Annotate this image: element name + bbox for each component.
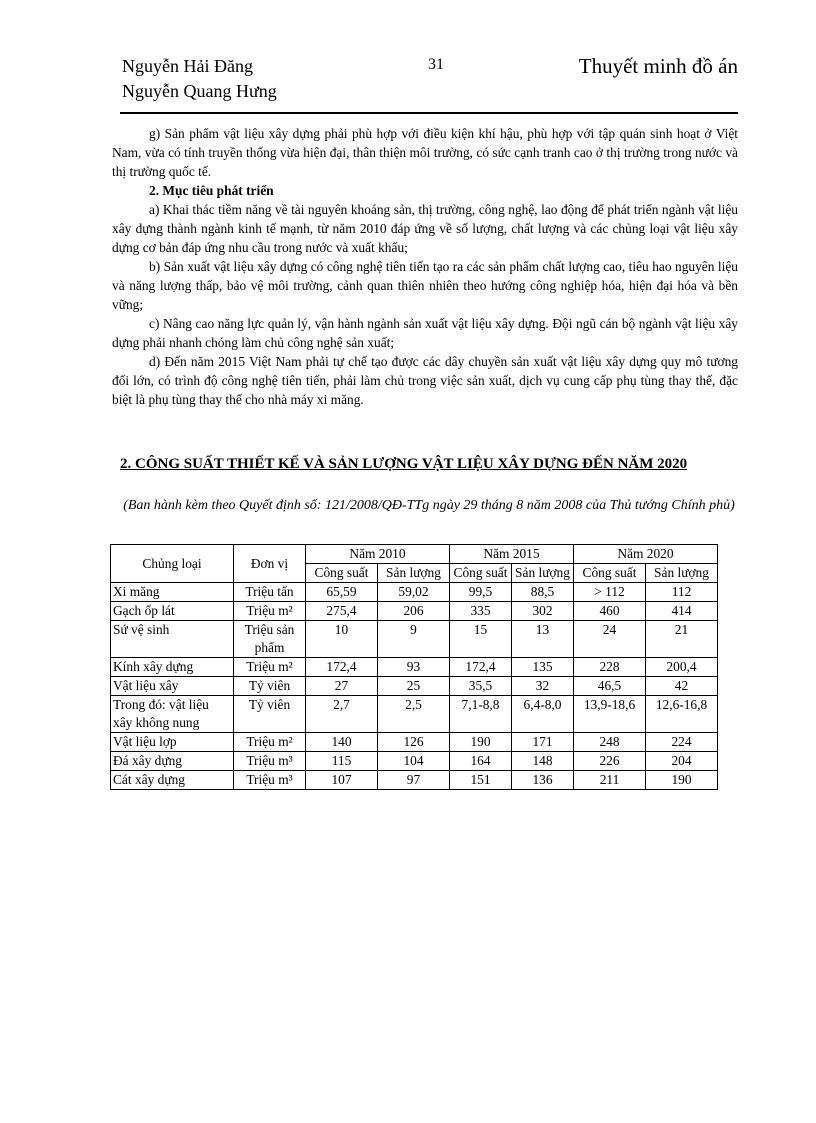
material-name: Gạch ốp lát xyxy=(111,602,234,621)
value-cell: 46,5 xyxy=(574,677,646,696)
paragraph: d) Đến năm 2015 Việt Nam phải tự chế tạo được các dây chuyền sản xuất vật liệu xây dựng quy mô tương đối lớn, có trình độ công nghệ tiên tiến, phải làm chủ trong việc sản xuất, dịch vụ cung cấp phụ tùng thay thế, đặc biệt là phụ tùng thay thế cho nhà máy xi măng. xyxy=(112,354,738,407)
material-name: Kính xây dựng xyxy=(111,658,234,677)
value-cell: 164 xyxy=(450,752,512,771)
value-cell: 211 xyxy=(574,771,646,790)
value-cell: 190 xyxy=(646,771,718,790)
paragraph: a) Khai thác tiềm năng về tài nguyên khoáng sản, thị trường, công nghệ, lao động để phát triển ngành vật liệu xây dựng thành ngành kinh tế mạnh, từ năm 2010 đáp ứng về số lượng, chất lượng và các chủng loại vật liệu xây dựng cơ bản đáp ứng nhu cầu trong nước và xuất khẩu; xyxy=(112,202,738,255)
unit-cell: Triệu m² xyxy=(234,733,306,752)
value-cell: 172,4 xyxy=(450,658,512,677)
material-name: Vật liệu lợp xyxy=(111,733,234,752)
table-row xyxy=(111,733,718,752)
value-cell: 42 xyxy=(646,677,718,696)
value-cell: 107 xyxy=(306,771,378,790)
author-name: Nguyễn Quang Hưng xyxy=(122,81,277,101)
value-cell: 140 xyxy=(306,733,378,752)
material-name: Sứ vệ sinh xyxy=(111,621,234,658)
sub-header: Sản lượng xyxy=(646,564,718,583)
document-title: Thuyết minh đồ án xyxy=(578,54,738,78)
sub-header: Công suất xyxy=(574,564,646,583)
page-header xyxy=(122,54,738,112)
table-row xyxy=(111,602,718,621)
value-cell: > 112 xyxy=(574,583,646,602)
unit-cell: Triệu tấn xyxy=(234,583,306,602)
page-number: 31 xyxy=(428,56,444,73)
unit-cell: Triệu m³ xyxy=(234,771,306,790)
value-cell: 21 xyxy=(646,621,718,658)
value-cell: 104 xyxy=(378,752,450,771)
value-cell: 59,02 xyxy=(378,583,450,602)
value-cell: 97 xyxy=(378,771,450,790)
material-name: Cát xây dựng xyxy=(111,771,234,790)
unit-cell: Triệu sản phẩm xyxy=(234,621,306,658)
section-title: 2. CÔNG SUẤT THIẾT KẾ VÀ SẢN LƯỢNG VẬT LIỆU XÂY DỰNG ĐẾN NĂM 2020 xyxy=(120,456,688,472)
year-header: Năm 2020 xyxy=(574,545,718,564)
table-row xyxy=(111,752,718,771)
material-name: Trong đó: vật liệu xây không nung xyxy=(111,696,234,733)
unit-cell: Triệu m² xyxy=(234,658,306,677)
value-cell: 7,1-8,8 xyxy=(450,696,512,733)
value-cell: 172,4 xyxy=(306,658,378,677)
value-cell: 414 xyxy=(646,602,718,621)
data-table xyxy=(110,544,718,790)
unit-cell: Tỷ viên xyxy=(234,696,306,733)
table-row xyxy=(111,771,718,790)
sub-header: Sản lượng xyxy=(378,564,450,583)
value-cell: 93 xyxy=(378,658,450,677)
value-cell: 27 xyxy=(306,677,378,696)
value-cell: 13 xyxy=(512,621,574,658)
value-cell: 32 xyxy=(512,677,574,696)
paragraph: b) Sản xuất vật liệu xây dựng có công nghệ tiên tiến tạo ra các sản phẩm chất lượng cao, tiêu hao nguyên liệu và năng lượng thấp, bảo vệ môi trường, cảnh quan thiên nhiên theo hướng công nghiệp hóa, hiện đại hóa và bền vững; xyxy=(112,259,738,312)
table-row xyxy=(111,696,718,733)
value-cell: 148 xyxy=(512,752,574,771)
value-cell: 88,5 xyxy=(512,583,574,602)
value-cell: 10 xyxy=(306,621,378,658)
year-header: Năm 2015 xyxy=(450,545,574,564)
value-cell: 200,4 xyxy=(646,658,718,677)
value-cell: 275,4 xyxy=(306,602,378,621)
header-cell: Đơn vị xyxy=(234,545,306,583)
table-row xyxy=(111,621,718,658)
material-name: Đá xây dựng xyxy=(111,752,234,771)
unit-cell: Triệu m³ xyxy=(234,752,306,771)
unit-cell: Tỷ viên xyxy=(234,677,306,696)
value-cell: 112 xyxy=(646,583,718,602)
value-cell: 6,4-8,0 xyxy=(512,696,574,733)
paragraph: c) Nâng cao năng lực quản lý, vận hành ngành sản xuất vật liệu xây dựng. Đội ngũ cán bộ ngành vật liệu xây dựng phải nhanh chóng làm chủ công nghệ sản xuất; xyxy=(112,316,738,350)
value-cell: 15 xyxy=(450,621,512,658)
value-cell: 9 xyxy=(378,621,450,658)
value-cell: 226 xyxy=(574,752,646,771)
table-row xyxy=(111,658,718,677)
table-header-row xyxy=(111,545,718,564)
value-cell: 460 xyxy=(574,602,646,621)
value-cell: 136 xyxy=(512,771,574,790)
value-cell: 25 xyxy=(378,677,450,696)
unit-cell: Triệu m² xyxy=(234,602,306,621)
table-caption: (Ban hành kèm theo Quyết định số: 121/2008/QĐ-TTg ngày 29 tháng 8 năm 2008 của Thủ tướng Chính phủ) xyxy=(123,498,735,513)
sub-header: Sản lượng xyxy=(512,564,574,583)
author-name: Nguyễn Hải Đăng xyxy=(122,56,253,76)
value-cell: 302 xyxy=(512,602,574,621)
value-cell: 224 xyxy=(646,733,718,752)
value-cell: 248 xyxy=(574,733,646,752)
header-rule xyxy=(120,112,738,114)
value-cell: 2,5 xyxy=(378,696,450,733)
value-cell: 126 xyxy=(378,733,450,752)
value-cell: 171 xyxy=(512,733,574,752)
value-cell: 151 xyxy=(450,771,512,790)
year-header: Năm 2010 xyxy=(306,545,450,564)
sub-header: Công suất xyxy=(450,564,512,583)
sub-header: Công suất xyxy=(306,564,378,583)
value-cell: 206 xyxy=(378,602,450,621)
value-cell: 99,5 xyxy=(450,583,512,602)
body-text xyxy=(112,124,738,409)
value-cell: 12,6-16,8 xyxy=(646,696,718,733)
value-cell: 13,9-18,6 xyxy=(574,696,646,733)
value-cell: 190 xyxy=(450,733,512,752)
table-row xyxy=(111,677,718,696)
material-name: Vật liệu xây xyxy=(111,677,234,696)
header-cell: Chủng loại xyxy=(111,545,234,583)
material-name: Xi măng xyxy=(111,583,234,602)
value-cell: 24 xyxy=(574,621,646,658)
value-cell: 228 xyxy=(574,658,646,677)
value-cell: 135 xyxy=(512,658,574,677)
value-cell: 115 xyxy=(306,752,378,771)
table-row xyxy=(111,583,718,602)
value-cell: 65,59 xyxy=(306,583,378,602)
value-cell: 204 xyxy=(646,752,718,771)
value-cell: 335 xyxy=(450,602,512,621)
paragraph: g) Sản phẩm vật liệu xây dựng phải phù hợp với điều kiện khí hậu, phù hợp với tập quán sinh hoạt ở Việt Nam, vừa có tính truyền thống vừa hiện đại, thân thiện môi trường, có sức cạnh tranh cao ở thị trường trong nước và thị trường quốc tế. xyxy=(112,126,738,179)
value-cell: 2,7 xyxy=(306,696,378,733)
authors xyxy=(122,54,277,104)
subsection-heading: 2. Mục tiêu phát triển xyxy=(149,183,274,198)
value-cell: 35,5 xyxy=(450,677,512,696)
